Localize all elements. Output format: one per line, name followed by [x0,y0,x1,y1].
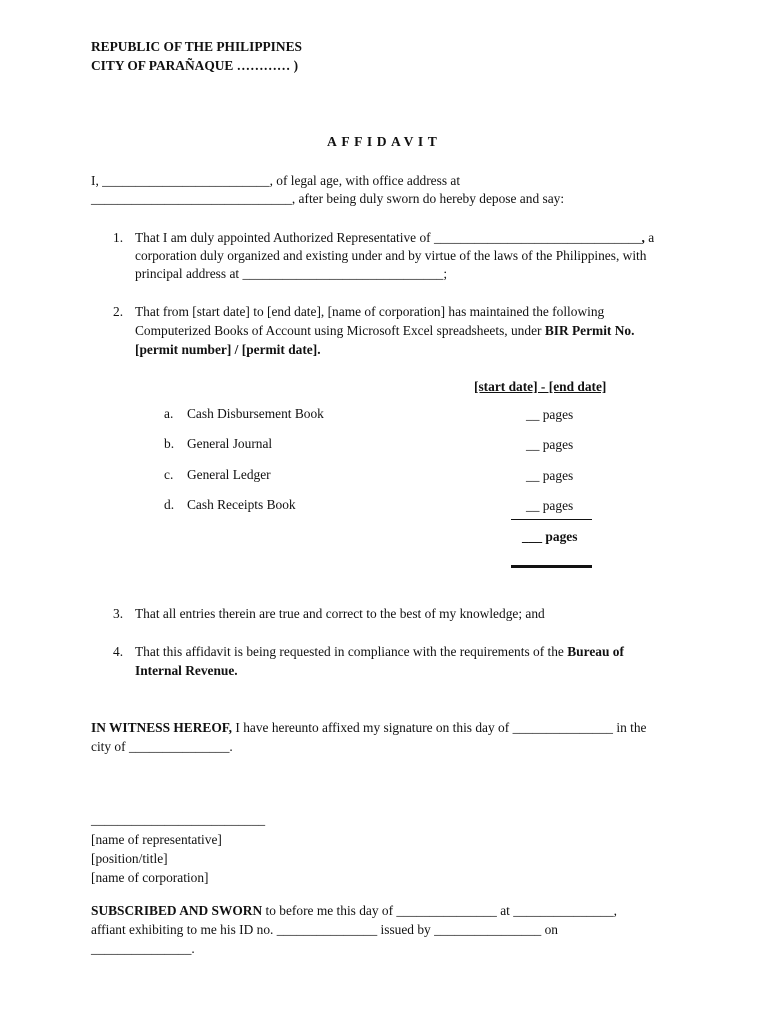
book-row-d-letter: d. [164,497,175,512]
item-1-article: a [648,230,655,245]
item-2-permit-number: [permit number] / [permit date]. [135,342,321,357]
witness-day-blank: _______________ [512,720,613,735]
witness-line-2 [91,737,233,756]
total-double-rule [511,565,592,568]
header-republic: REPUBLIC OF THE PHILIPPINES [91,39,302,54]
item-2-number: 2. [113,304,124,319]
item-1-address-label: principal address at [135,266,240,281]
books-column-header: [start date] - [end date] [474,379,607,394]
item-4-line-1 [135,642,624,661]
item-1-semicolon: ; [443,266,448,281]
item-2-text: Computerized Books of Account using Microsoft Excel spreadsheets, under [135,323,542,338]
book-row-c-pages: __ pages [526,468,574,483]
witness-text: I have hereunto affixed my signature on this day of [235,720,510,735]
item-1-corporation-blank: _______________________________ [433,230,642,245]
sworn-id-text: affiant exhibiting to me his ID no. [91,922,274,937]
book-row-c-name: General Ledger [187,467,271,482]
item-4-text: That this affidavit is being requested in compliance with the requirements of the [135,644,564,659]
sworn-date-blank: _______________. [91,941,195,956]
page-title: AFFIDAVIT [327,134,442,149]
book-row-b-letter: b. [164,436,175,451]
sworn-id-blank: _______________ [276,922,378,937]
intro-address-blank: ______________________________ [91,191,292,206]
item-1-text: That I am duly appointed Authorized Representative of [135,230,431,245]
item-1-line-1 [135,228,654,247]
intro-line-2 [91,189,564,208]
sworn-text: to before me this day of [265,903,394,918]
sworn-at: at [500,903,510,918]
sworn-issued-by: issued by [380,922,431,937]
signature-line: __________________________ [91,812,266,827]
item-4-number: 4. [113,644,124,659]
intro-line-1 [91,171,460,190]
item-3-number: 3. [113,606,124,621]
book-row-a-name: Cash Disbursement Book [187,406,324,421]
item-1-line-2: corporation duly organized and existing under and by virtue of the laws of the Philippines, with [135,248,647,263]
sworn-on: on [544,922,558,937]
item-2-line-1: That from [start date] to [end date], [name of corporation] has maintained the following [135,304,605,319]
item-3-line-1: That all entries therein are true and correct to the best of my knowledge; and [135,606,545,621]
book-row-b-name: General Journal [187,436,273,451]
book-row-b-pages: __ pages [526,437,574,452]
witness-line-1 [91,718,646,737]
sworn-issuer-blank: ________________ [434,922,542,937]
signature-position: [position/title] [91,851,168,866]
item-4-revenue: Internal Revenue. [135,663,238,678]
witness-city-blank: _______________ [128,739,230,754]
sworn-day-blank: _______________ [396,903,497,918]
books-total-pages: ___ pages [522,529,578,544]
witness-heading: IN WITNESS HEREOF, [91,720,233,735]
subtotal-rule [511,519,592,520]
intro-line-1-text: , of legal age, with office address at [269,173,461,188]
book-row-c-letter: c. [164,467,174,482]
item-2-permit-label: BIR Permit No. [544,323,635,338]
witness-in-the: in the [616,720,647,735]
sworn-place-blank: _______________, [513,903,618,918]
item-1-comma: , [641,230,645,245]
item-1-number: 1. [113,230,124,245]
sworn-line-2 [91,920,558,939]
intro-line-2-text: , after being duly sworn do hereby depose and say: [291,191,565,206]
item-1-line-3 [135,264,447,283]
book-row-a-pages: __ pages [526,407,574,422]
intro-pronoun: I, [91,173,99,188]
witness-city-label: city of [91,739,126,754]
book-row-d-pages: __ pages [526,498,574,513]
sworn-heading: SUBSCRIBED AND SWORN [91,903,263,918]
header-city: CITY OF PARAÑAQUE ………… ) [91,58,299,73]
sworn-line-1 [91,901,617,920]
signature-name: [name of representative] [91,832,222,847]
intro-name-blank: _________________________ [102,173,270,188]
signature-corporation: [name of corporation] [91,870,209,885]
item-4-bureau: Bureau of [567,644,624,659]
item-1-address-blank: ______________________________ [242,266,444,281]
book-row-a-letter: a. [164,406,174,421]
item-2-line-2 [135,321,634,340]
book-row-d-name: Cash Receipts Book [187,497,296,512]
witness-period: . [229,739,233,754]
